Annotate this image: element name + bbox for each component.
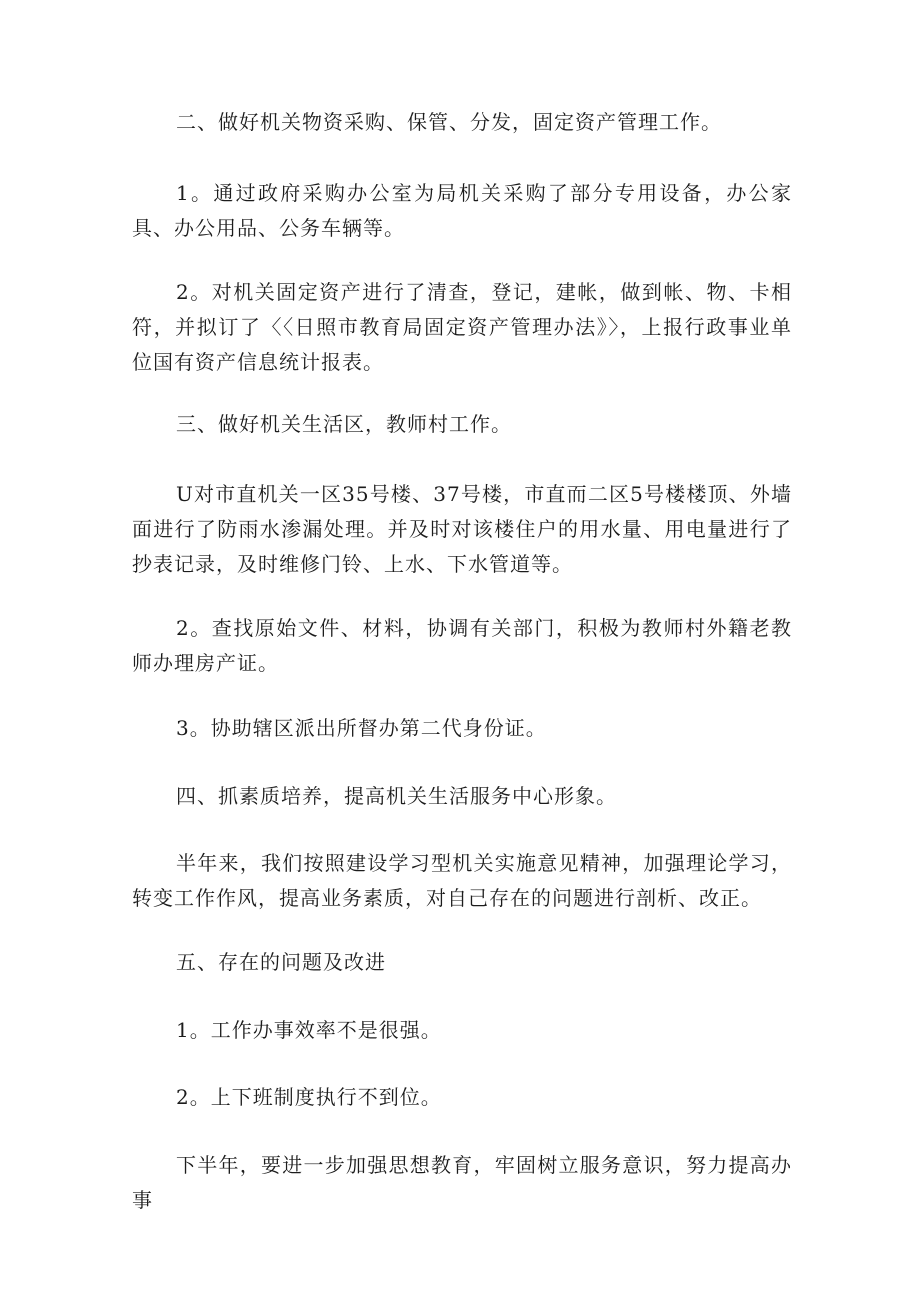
paragraph-second-half-plan: 下半年，要进一步加强思想教育，牢固树立服务意识，努力提高办事 — [132, 1153, 792, 1212]
paragraph-item-5-2: 2。上下班制度执行不到位。 — [176, 1085, 442, 1109]
paragraph-item-3-2: 2。查找原始文件、材料，协调有关部门，积极为教师村外籍老教师办理房产证。 — [132, 616, 792, 675]
paragraph-item-2: 2。对机关固定资产进行了清查，登记，建帐，做到帐、物、卡相符，并拟订了〈〈日照市教育局固定资产管理办法》〉，上报行政事业单位国有资产信息统计报表。 — [132, 280, 792, 374]
paragraph-item-3-3: 3。协助辖区派出所督办第二代身份证。 — [176, 716, 547, 740]
heading-section-2: 二、做好机关物资采购、保管、分发，固定资产管理工作。 — [176, 110, 722, 134]
paragraph-section-4-body: 半年来，我们按照建设学习型机关实施意见精神，加强理论学习，转变工作作风，提高业务素质，对自己存在的问题进行剖析、改正。 — [132, 851, 792, 910]
heading-section-4: 四、抓素质培养，提高机关生活服务中心形象。 — [176, 784, 617, 808]
heading-section-5: 五、存在的问题及改进 — [176, 950, 386, 974]
paragraph-item-1: 1。通过政府采购办公室为局机关采购了部分专用设备，办公家具、办公用品、公务车辆等。 — [132, 181, 792, 240]
heading-section-3: 三、做好机关生活区，教师村工作。 — [176, 412, 512, 436]
paragraph-item-3-1: U对市直机关一区35号楼、37号楼，市直而二区5号楼楼顶、外墙面进行了防雨水渗漏处理。并及时对该楼住户的用水量、用电量进行了抄表记录，及时维修门铃、上水、下水管道等。 — [132, 482, 792, 576]
paragraph-item-5-1: 1。工作办事效率不是很强。 — [176, 1018, 442, 1042]
